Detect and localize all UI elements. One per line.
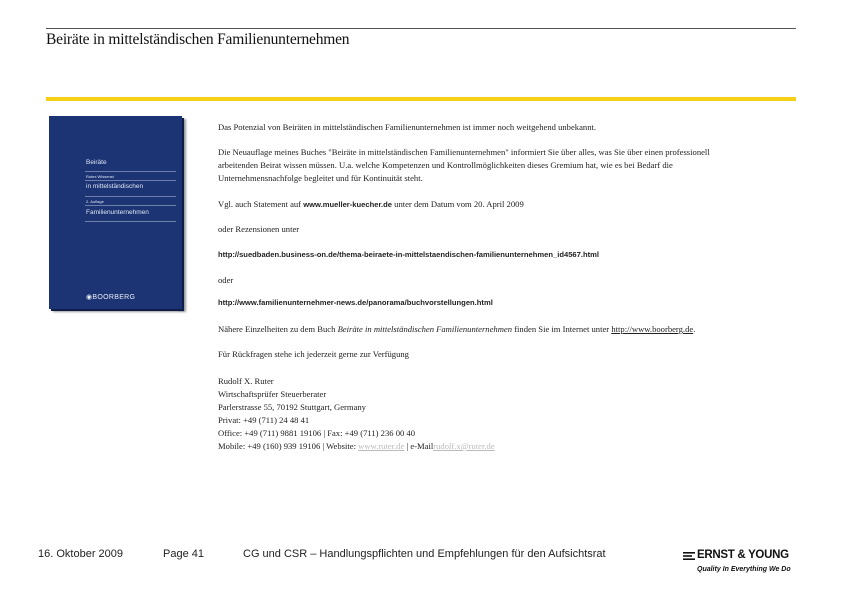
or-text: oder [218,275,234,285]
book-divider [85,221,176,222]
contact-private-phone: Privat: +49 (711) 24 48 41 [218,415,310,425]
accent-bar [46,97,796,101]
statement-link[interactable]: www.mueller-kuecher.de [303,200,392,209]
book-edition: 2. Auflage [86,199,104,204]
paragraph-book-line3: Unternehmensnachfolge begleitet und für Kontinuität steht. [218,173,423,183]
contact-role: Wirtschaftsprüfer Steuerberater [218,389,327,399]
footer-subject: CG und CSR – Handlungspflichten und Empfehlungen für den Aufsichtsrat [243,548,606,560]
book-cover-image [49,116,182,309]
book-publisher: ◉BOORBERG [86,294,136,301]
contact-address: Parlerstrasse 55, 70192 Stuttgart, Germany [218,402,366,412]
contact-name: Rudolf X. Ruter [218,376,274,386]
ey-logo-wordmark: ERNST & YOUNG [697,549,789,561]
footer-date: 16. Oktober 2009 [38,548,124,560]
header-rule [46,28,796,29]
book-title-line2: in mittelständischen [86,183,144,190]
review-link-1[interactable]: http://suedbaden.business-on.de/thema-beiraete-in-mittelstaendischen-familienunternehmen_id4567.html [218,250,600,259]
contact-office-phone: Office: +49 (711) 9881 19106 | Fax: +49 (711) 236 00 40 [218,428,416,438]
statement-prefix: Vgl. auch Statement auf [218,199,302,209]
email-prefix: | e-Mail [406,441,434,451]
paragraph-reviews: oder Rezensionen unter [218,224,300,234]
website-link[interactable]: www.ruter.de [358,441,405,451]
details-book-title: Beiräte in mittelständischen Familienunternehmen [337,324,513,334]
book-title-line3: Familienunternehmen [86,209,149,216]
paragraph-details [218,323,798,336]
details-end: . [693,324,696,334]
contact-mobile-prefix: Mobile: +49 (160) 939 19106 | Website: [218,441,356,451]
paragraph-intro: Das Potenzial von Beiräten in mittelständischen Familienunternehmen ist immer noch weitgehend unbekannt. [218,122,597,132]
ey-logo-icon [683,551,695,561]
ey-logo-tagline: Quality In Everything We Do [697,566,791,573]
book-divider [85,196,176,197]
paragraph-contact-offer: Für Rückfragen stehe ich jederzeit gerne zur Verfügung [218,349,409,359]
footer-page-number: Page 41 [163,548,204,560]
paragraph-book-line2: arbeitenden Beirat wissen müssen. U.a. welche Kompetenzen und Kontrollmöglichkeiten dieses Gremium hat, wie es bei Bedarf die [218,160,673,170]
boorberg-link[interactable]: http://www.boorberg.de [611,324,694,334]
email-link[interactable]: rudolf.x@ruter.de [433,441,495,451]
paragraph-book-line1: Die Neuauflage meines Buches "Beiräte in mittelständischen Familienunternehmen" informiert Sie über alles, was Sie über einen professionell [218,147,710,157]
book-divider [85,180,176,181]
page-title: Beiräte in mittelständischen Familienunternehmen [46,31,350,48]
details-prefix: Nähere Einzelheiten zu dem Buch [218,324,336,334]
paragraph-statement [218,198,798,212]
details-middle: finden Sie im Internet unter [514,324,610,334]
book-author: Rutex Wissenst [86,174,114,179]
contact-mobile [218,440,798,453]
book-publisher-label: BOORBERG [92,294,136,301]
statement-suffix: unter dem Datum vom 20. April 2009 [394,199,524,209]
book-divider [85,205,176,206]
book-divider [85,171,176,172]
review-link-2[interactable]: http://www.familienunternehmer-news.de/panorama/buchvorstellungen.html [218,298,493,307]
book-title-line1: Beiräte [86,159,107,166]
